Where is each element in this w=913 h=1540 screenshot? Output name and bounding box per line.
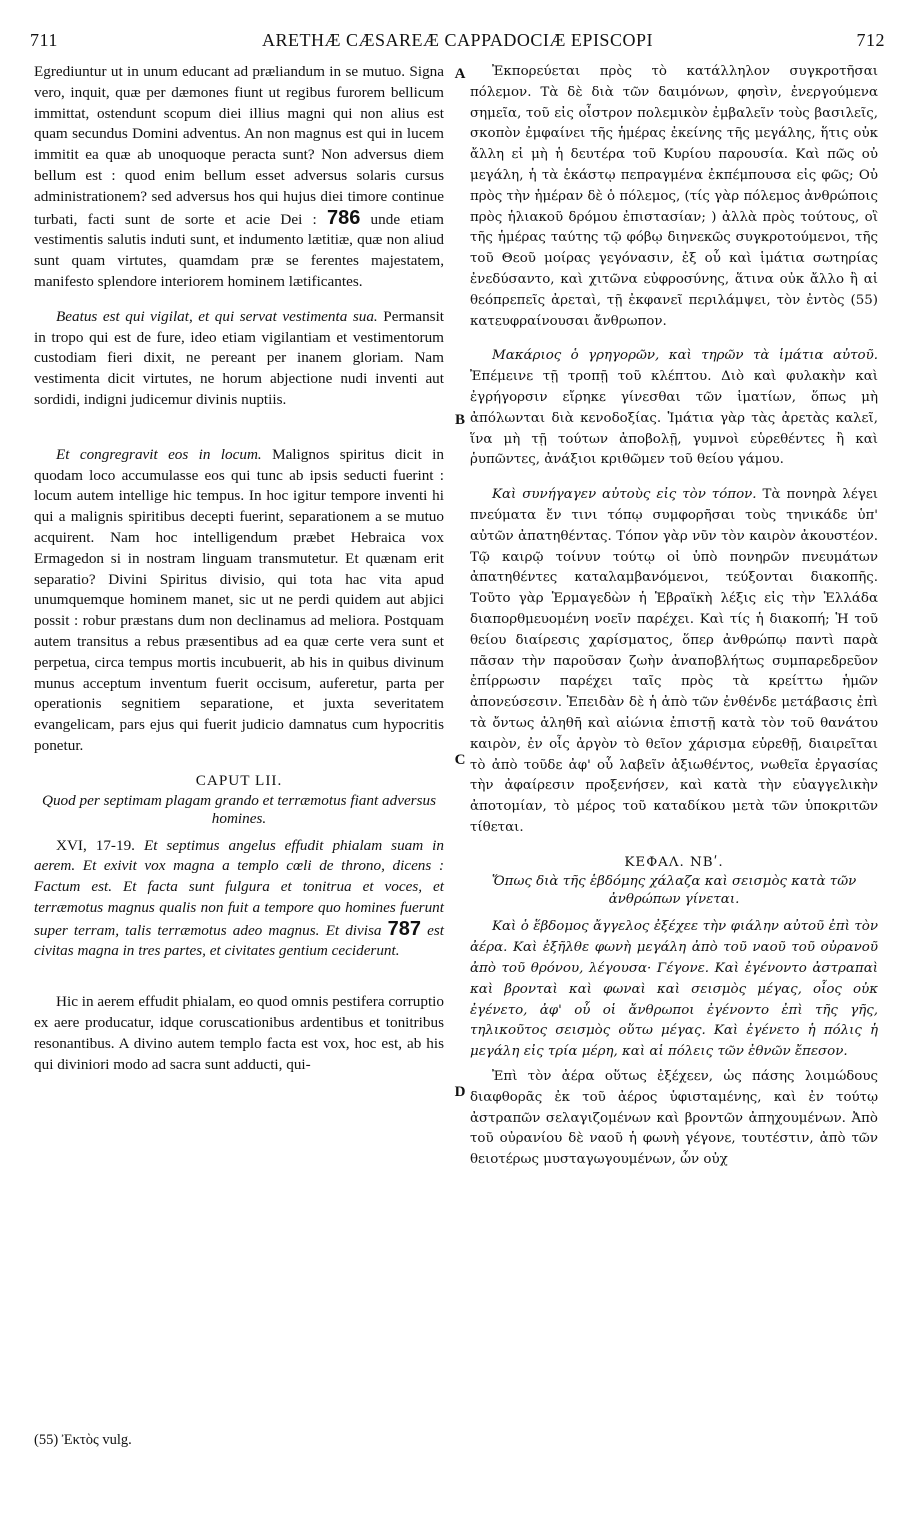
- running-title: ARETHÆ CÆSAREÆ CAPPADOCIÆ EPISCOPI: [262, 30, 653, 50]
- chapter-subtitle: Ὅπως διὰ τῆς ἑβδόμης χάλαζα καὶ σεισμὸς κατὰ τῶν ἀνθρώπων γίνεται.: [491, 874, 857, 908]
- margin-letter-c: C: [454, 752, 466, 768]
- chapter-subtitle: Quod per septimam plagam grando et terræmotus fiant adversus homines.: [41, 791, 437, 827]
- verse-reference: XVI, 17-19.: [56, 836, 135, 854]
- verse-quote: Μακάριος ὁ γρηγορῶν, καὶ τηρῶν τὰ ἱμάτια αὐτοῦ.: [492, 348, 878, 364]
- page-number-left: 711: [30, 30, 58, 50]
- margin-letter-b: B: [454, 412, 465, 428]
- footnote: (55) Ἐκτὸς vulg.: [34, 1432, 132, 1448]
- page-number-right: 712: [856, 30, 885, 50]
- margin-letter-d: D: [454, 1084, 466, 1100]
- verse-quote: Et congregravit eos in locum.: [56, 445, 262, 463]
- greek-column: [470, 62, 878, 1171]
- latin-column: [34, 62, 444, 1075]
- latin-paragraph: Egrediuntur ut in unum educant ad præliandum in se mutuo. Signa vero, inquit, quæ per dæmones fiunt ut regibus furorem bellicum immittat, ostendunt scopum diei illius magni qui non alius est quam secundus Domini adventus. An non magnus est qui in lucem immitit ea quæ ab unoquoque peracta sunt? Non adversus diem bellum est : quod enim bellum esset adversus solaris cursus administrationem? sed adversus hos qui hujus diei timore continue turbati, facti sunt de sorte et acie Dei : 786 unde etiam vestimentis salutis induti sunt, et indumento lætitiæ, quæ non aliud sunt quam virtutes, quamdam præ se ferentes majestatem, manifesto splendore interiorem hominem lætificantes.: [34, 63, 444, 290]
- verse-quote: Καὶ συνήγαγεν αὐτοὺς εἰς τὸν τόπον.: [492, 487, 757, 503]
- greek-paragraph: Καὶ συνήγαγεν αὐτοὺς εἰς τὸν τόπον. Τὰ πονηρὰ λέγει πνεύματα ἔν τινι τόπῳ συμφορῆσαι τοὺς τηνικάδε ὑπ' αὐτῶν ἀπατηθέντας. Τόπον γὰρ νῦν τὸν καιρὸν ἀκουστέον. Τῷ καιρῷ τοίνυν τούτῳ οἱ ὑπὸ πονηρῶν πνευμάτων ἀπατηθέντες καταλαμβανόμενοι, τεύξονται διακοπῆς. Τοῦτο γὰρ Ἑρμαγεδὼν ἡ Ἑβραϊκὴ λέξις εἰς τὴν Ἑλλάδα διαπορθμευομένη νοεῖν παρέχει. Καὶ τίς ἡ διακοπή; Ἡ τοῦ θείου διαίρεσις χαρίσματος, ὅπερ ἀνθρώπῳ παντὶ παρὰ πᾶσαν τὴν παροῦσαν ζωὴν ἀναποβλήτως συμπαρεδρεῦον ἐπίρρωσιν παρέχει ταῖς πρὸς τὰ κρείττω ἡμῶν ἀπονεύσεσιν. Ἐπειδὰν δὲ ἡ ἀπὸ τῶν ἐνθένδε μετάβασις ἐπὶ τὰ ὄντως ἀληθῆ καὶ αἰώνια ἐπιστῇ κατὰ τὸν τοῦ θανάτου καιρὸν, ἐν οἷς ἀργὸν τὸ θεῖον χάρισμα εὑρεθῇ, διαιρεῖται τὸ ἀπὸ τοῦδε ἀφ' οὗ λαβεῖν ἀξιωθέντος, νωθεῖα ἐργασίας τὴν ἀφαίρεσιν προξενήσεν, καὶ κατὰ τὴν εὐαγγελικὴν ἀποτομίαν, τὸ μέρος τοῦ καταδίκου μετὰ τῶν ὑποκριτῶν τίθεται.: [470, 487, 879, 835]
- latin-paragraph: XVI, 17-19. Et septimus angelus effudit phialam suam in aerem. Et exivit vox magna a templo cœli de throno, dicens : Factum est. Et facta sunt fulgura et tonitrua et voces, et terræmotus magnus qualis non fuit a tempore quo homines fuerunt super terram, talis terræmotus adeo magnus. Et divisa 787 est civitas magna in tres partes, et civitates gentium ceciderunt.: [34, 836, 445, 960]
- column-number-787: 787: [387, 917, 421, 940]
- verse-quote: Beatus est qui vigilat, et qui servat vestimenta sua.: [56, 307, 378, 325]
- latin-paragraph: Et congregravit eos in locum. Malignos spiritus dicit in quodam loco accumulasse eos qui tunc ab ipsis seducti fuerint : locum autem intellige hic tempus. In hoc igitur tempore inventi hi qui a malignis spiritibus decepti fuerint, separationem a se mutuo acquirent. Nam hoc intelligendum præbet Hebraica vox Ermagedon si in nostram linguam transmutetur. Et quænam erit separatio? Divini Spiritus divisio, qui tota hac vita apud unumquemque hominem manet, sic ut ne perdi quidem aut abjici possit : robur præstans dum non declinamus ad meliora. Postquam autem transitus a rebus præsentibus ad ea quæ certe vera sunt et perpetua, circa tempus mortis incubuerit, ab his in quibus divinum munus acceptum inventum fuerit occisum, auferetur, parta per operationis segnitiem separatione, et juxta severitatem evangelicam, pars ejus qui fuerit judicio damnatus cum hypocritis ponetur.: [34, 445, 444, 754]
- running-header: [30, 30, 885, 62]
- greek-paragraph: Καὶ ὁ ἕβδομος ἄγγελος ἐξέχεε τὴν φιάλην αὐτοῦ ἐπὶ τὸν ἀέρα. Καὶ ἐξῆλθε φωνὴ μεγάλη ἀπὸ τοῦ ναοῦ τοῦ οὐρανοῦ ἀπὸ τοῦ θρόνου, λέγουσα· Γέγονε. Καὶ ἐγένοντο ἀστραπαὶ καὶ βρονταὶ καὶ φωναὶ καὶ σεισμὸς μέγας, οἷος οὐκ ἐγένετο, ἀφ' οὗ οἱ ἄνθρωποι ἐγένοντο ἐπὶ τῆς γῆς, τηλικοῦτος σεισμὸς οὕτω μέγας. Καὶ ἐγένετο ἡ πόλις ἡ μεγάλη εἰς τρία μέρη, καὶ αἱ πόλεις τῶν ἐθνῶν ἔπεσον.: [470, 919, 878, 1060]
- chapter-heading: CAPUT LII.: [195, 771, 283, 789]
- chapter-heading: ΚΕΦΑΛ. ΝΒʹ.: [624, 854, 724, 870]
- column-number-786: 786: [326, 206, 361, 229]
- latin-paragraph: Beatus est qui vigilat, et qui servat vestimenta sua. Permansit in tropo qui est de fure, ideo etiam vigilantiam et vestimentorum custodiam fieri dixit, ne pereant per inanem gloriam. Nam vestimenta dicit virtutes, ne horum abjectione nudi inventi aut sordidi, indigni judicemur divinis nuptiis.: [34, 307, 445, 408]
- margin-letter-a: A: [454, 66, 466, 82]
- greek-paragraph: Ἐπὶ τὸν ἀέρα οὕτως ἐξέχεεν, ὡς πάσης λοιμώδους διαφθορᾶς ἐκ τοῦ ἀέρος ὑφισταμένης, καὶ ἐν τούτῳ ἀστραπῶν σελαγιζομένων καὶ βροντῶν ἀπηχουμένων. Ἀπὸ τοῦ οὐρανίου δὲ ναοῦ ἡ φωνὴ γέγονε, τουτέστιν, ἀπὸ τῶν θειοτέρως μυσταγωγουμένων, ὧν οὐχ: [470, 1069, 878, 1168]
- greek-paragraph: Μακάριος ὁ γρηγορῶν, καὶ τηρῶν τὰ ἱμάτια αὐτοῦ. Ἐπέμεινε τῇ τροπῇ τοῦ κλέπτου. Διὸ καὶ φυλακὴν καὶ ἐγρήγορσιν εἴρηκε γίνεσθαι τῶν ἱματίων, ὅπως μὴ ἀπόλωνται διὰ κενοδοξίας. Ἱμάτια γὰρ τὰς ἀρετὰς καλεῖ, ἵνα μὴ τῇ τούτων ἀποβολῇ, γυμνοὶ εὑρεθέντες ἢ καὶ ῥυπῶντες, ἀνάξιοι κριθῶμεν τοῦ θείου γάμου.: [470, 348, 878, 468]
- greek-paragraph: Ἐκπορεύεται πρὸς τὸ κατάλληλον συγκροτῆσαι πόλεμον. Τὰ δὲ διὰ τῶν δαιμόνων, φησὶν, ἐνεργούμενα σημεῖα, τοῦ εἰς οἶστρον πολεμικὸν ἐμβαλεῖν τοὺς βασιλεῖς, σκοπὸν ἐμφαίνει τῆς ἡμέρας ἐκείνης τῆς μεγάλης, ἥτις οὐκ ἄλλη εἰ μὴ ἡ δευτέρα τοῦ Κυρίου παρουσία. Καὶ πῶς οὐ μεγάλη, ἡ τὰ ἑκάστῳ πεπραγμένα ἐκπέμπουσα εἰς φῶς; Οὐ πρὸς τὴν ἡμέραν δὲ ὁ πόλεμος, (τίς γὰρ πόλεμος ἀνθρώποις πρὸς ἡλιακοῦ δρόμου ἐπιστασίαν; ) ἀλλὰ πρὸς τούτους, οἳ τῆς ἡμέρας ταύτης τῷ φόβῳ διηνεκῶς συγκροτούμενοι, τῆς τοῦ Θεοῦ μοίρας γεγόνασιν, ἐξ οὗ καὶ ἱμάτια σωτηρίας ἐνεδύσαντο, καὶ χιτῶνα εὐφροσύνης, ἅτινα οὐκ ἄλλο ἢ αἱ θεόπρεπεῖς ἀρεταὶ, τῇ ἐκφανεῖ περιλάμψει, τὸν ἐντὸς (55) κατευφραίνουσαι ἄνθρωπον.: [470, 64, 878, 329]
- latin-paragraph: Hic in aerem effudit phialam, eo quod omnis pestifera corruptio ex aere producatur, idque coruscationibus ardentibus et tonitribus resonantibus. A divino autem templo facta est vox, hoc est, ab his qui diviniori modo ad sacra sunt adducti, qui-: [34, 993, 444, 1073]
